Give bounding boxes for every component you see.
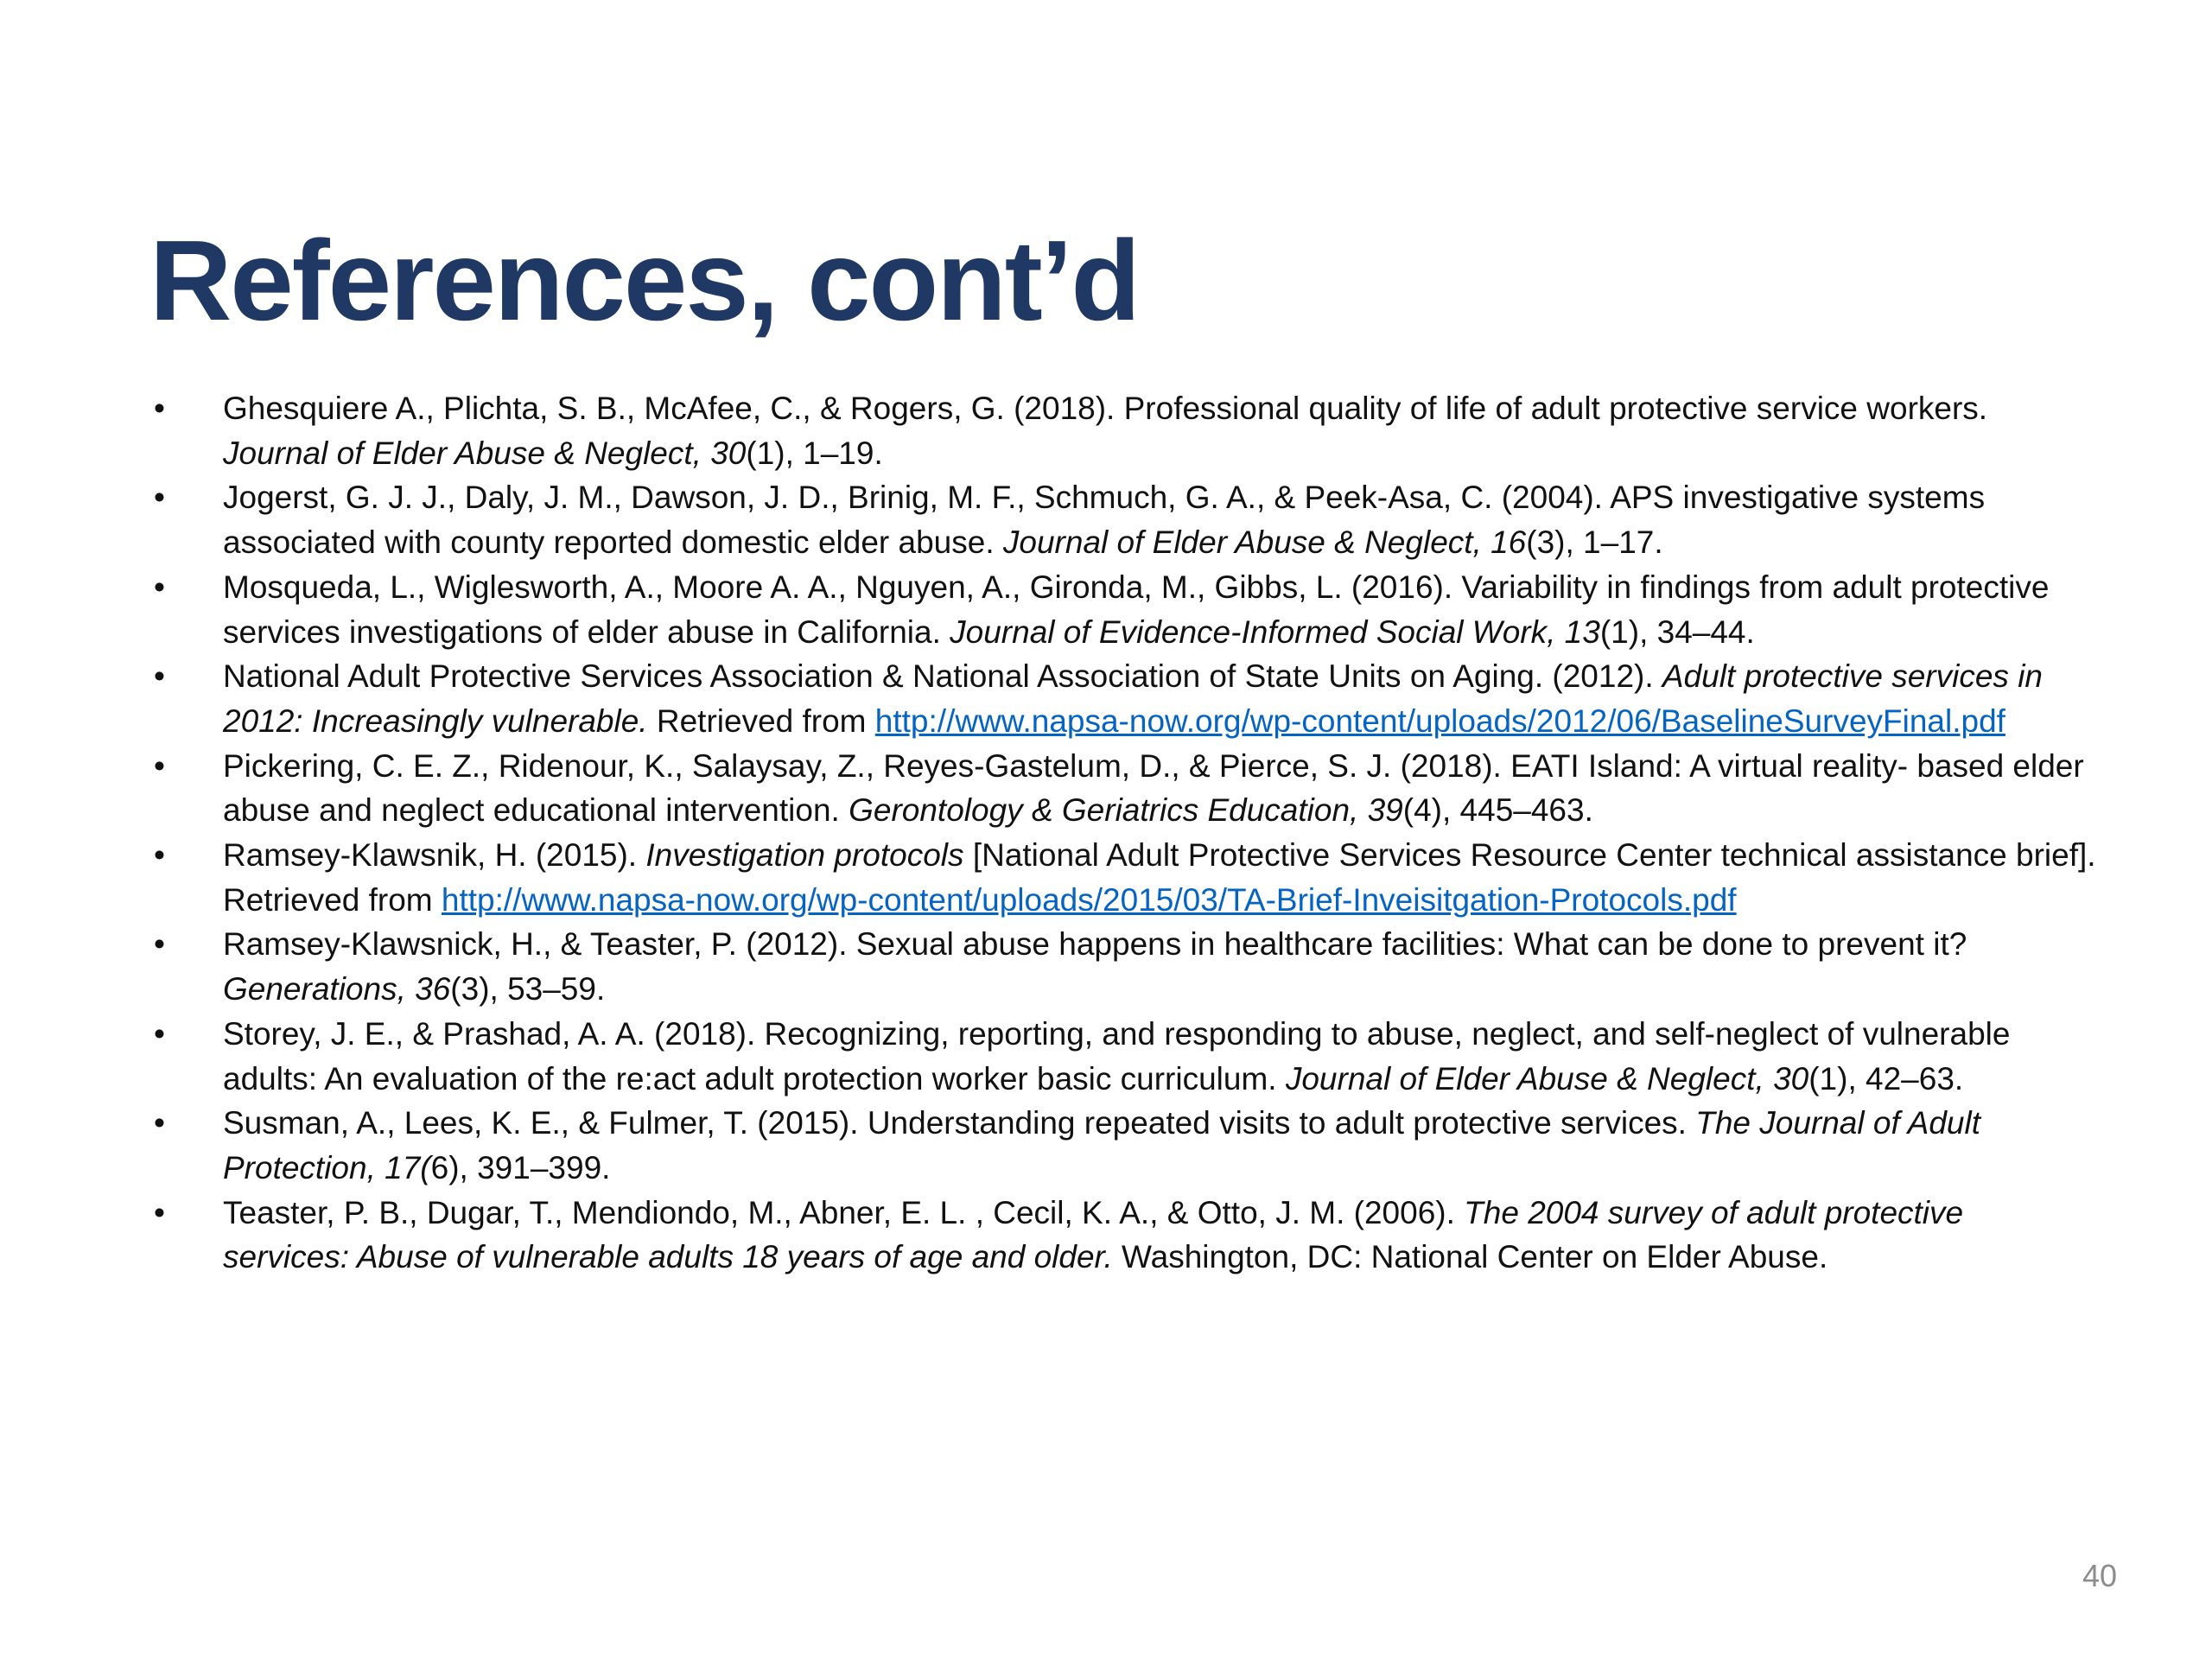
reference-link[interactable]: http://www.napsa-now.org/wp-content/uploads/2015/03/TA-Brief-Inveisitgation-Protocols.pdf xyxy=(441,881,1737,918)
reference-text: 6), 391–399. xyxy=(430,1149,611,1185)
reference-source-italic: Journal of Evidence-Informed Social Work, 13 xyxy=(950,613,1600,650)
reference-link[interactable]: http://www.napsa-now.org/wp-content/uploads/2012/06/BaselineSurveyFinal.pdf xyxy=(874,702,2005,739)
bullet-icon: • xyxy=(154,747,165,784)
reference-text: Retrieved from xyxy=(647,702,875,739)
reference-text: (1), 34–44. xyxy=(1599,613,1755,650)
bullet-icon: • xyxy=(154,926,165,963)
reference-text: Washington, DC: National Center on Elder Abuse. xyxy=(1112,1239,1828,1275)
reference-text: (3), 53–59. xyxy=(450,971,606,1007)
reference-source-italic: Gerontology & Geriatrics Education, 39 xyxy=(849,792,1403,829)
reference-source-italic: The 2004 survey of adult protective services: Abuse of vulnerable adults 18 years of age and older. xyxy=(223,1194,1964,1275)
bullet-icon: • xyxy=(154,391,165,426)
reference-text: Pickering, C. E. Z., Ridenour, K., Salaysay, Z., Reyes-Gastelum, D., & Pierce, S. J. (2018). EATI Island: A virtual reality- based elder abuse and neglect educational intervention. xyxy=(223,747,2084,829)
reference-text: Jogerst, G. J. J., Daly, J. M., Dawson, J. D., Brinig, M. F., Schmuch, G. A., & Peek-Asa, C. (2004). APS investigative systems associated with county reported domestic elder abuse. xyxy=(223,480,1986,561)
reference-text: Mosqueda, L., Wiglesworth, A., Moore A. A., Nguyen, A., Gironda, M., Gibbs, L. (2016). Variability in findings from adult protective services investigations of elder abuse in California. xyxy=(223,569,2050,650)
bullet-icon: • xyxy=(154,1105,165,1141)
reference-item xyxy=(154,1191,2098,1280)
reference-source-italic: Generations, 36 xyxy=(223,971,451,1007)
reference-text: Storey, J. E., & Prashad, A. A. (2018). Recognizing, reporting, and responding to abuse, neglect, and self-neglect of vulnerable adults: An evaluation of the re:act adult protection worker basic curriculum. xyxy=(223,1015,2011,1096)
reference-item xyxy=(154,744,2098,833)
reference-text: (1), 42–63. xyxy=(1808,1060,1964,1096)
bullet-icon: • xyxy=(154,1015,165,1052)
page-number: 40 xyxy=(2082,1558,2117,1593)
reference-item xyxy=(154,475,2098,564)
reference-text: [National Adult Protective Services Resource Center technical assistance brief]. Retrieved from xyxy=(223,837,2096,918)
reference-source-italic: The Journal of Adult Protection, 17( xyxy=(223,1105,1980,1185)
reference-text: (1), 1–19. xyxy=(746,435,883,471)
reference-source-italic: Investigation protocols xyxy=(645,837,964,874)
reference-text: Ramsey-Klawsnik, H. (2015). xyxy=(223,837,646,874)
bullet-icon: • xyxy=(154,1194,165,1230)
reference-source-italic: Journal of Elder Abuse & Neglect, 16 xyxy=(1002,524,1527,561)
bullet-icon: • xyxy=(154,480,165,516)
bullet-icon: • xyxy=(154,658,165,695)
reference-source-italic: Journal of Elder Abuse & Neglect, 30 xyxy=(1285,1060,1809,1096)
bullet-icon: • xyxy=(154,837,165,874)
reference-item xyxy=(154,922,2098,1011)
reference-item xyxy=(154,1101,2098,1190)
reference-text: (3), 1–17. xyxy=(1526,524,1663,561)
reference-text: National Adult Protective Services Association & National Association of State Units on Aging. (2012). xyxy=(223,658,1662,695)
reference-list xyxy=(154,386,2098,1280)
bullet-icon: • xyxy=(154,569,165,605)
reference-item xyxy=(154,565,2098,654)
reference-text: Susman, A., Lees, K. E., & Fulmer, T. (2015). Understanding repeated visits to adult protective services. xyxy=(223,1105,1696,1141)
slide-title: References, cont’d xyxy=(149,217,1140,344)
reference-item xyxy=(154,654,2098,743)
reference-text: Ghesquiere A., Plichta, S. B., McAfee, C., & Rogers, G. (2018). Professional quality of life of adult protective service workers. xyxy=(223,391,1988,426)
reference-source-italic: Adult protective services in 2012: Increasingly vulnerable. xyxy=(223,658,2044,739)
reference-text: (4), 445–463. xyxy=(1402,792,1593,829)
reference-text: Teaster, P. B., Dugar, T., Mendiondo, M., Abner, E. L. , Cecil, K. A., & Otto, J. M. (2006). xyxy=(223,1194,1465,1230)
reference-item xyxy=(154,1012,2098,1101)
reference-item xyxy=(154,833,2098,922)
reference-text: Ramsey-Klawsnick, H., & Teaster, P. (2012). Sexual abuse happens in healthcare facilities: What can be done to prevent it? xyxy=(223,926,1967,963)
reference-source-italic: Journal of Elder Abuse & Neglect, 30 xyxy=(223,435,747,471)
reference-item xyxy=(154,386,2098,475)
